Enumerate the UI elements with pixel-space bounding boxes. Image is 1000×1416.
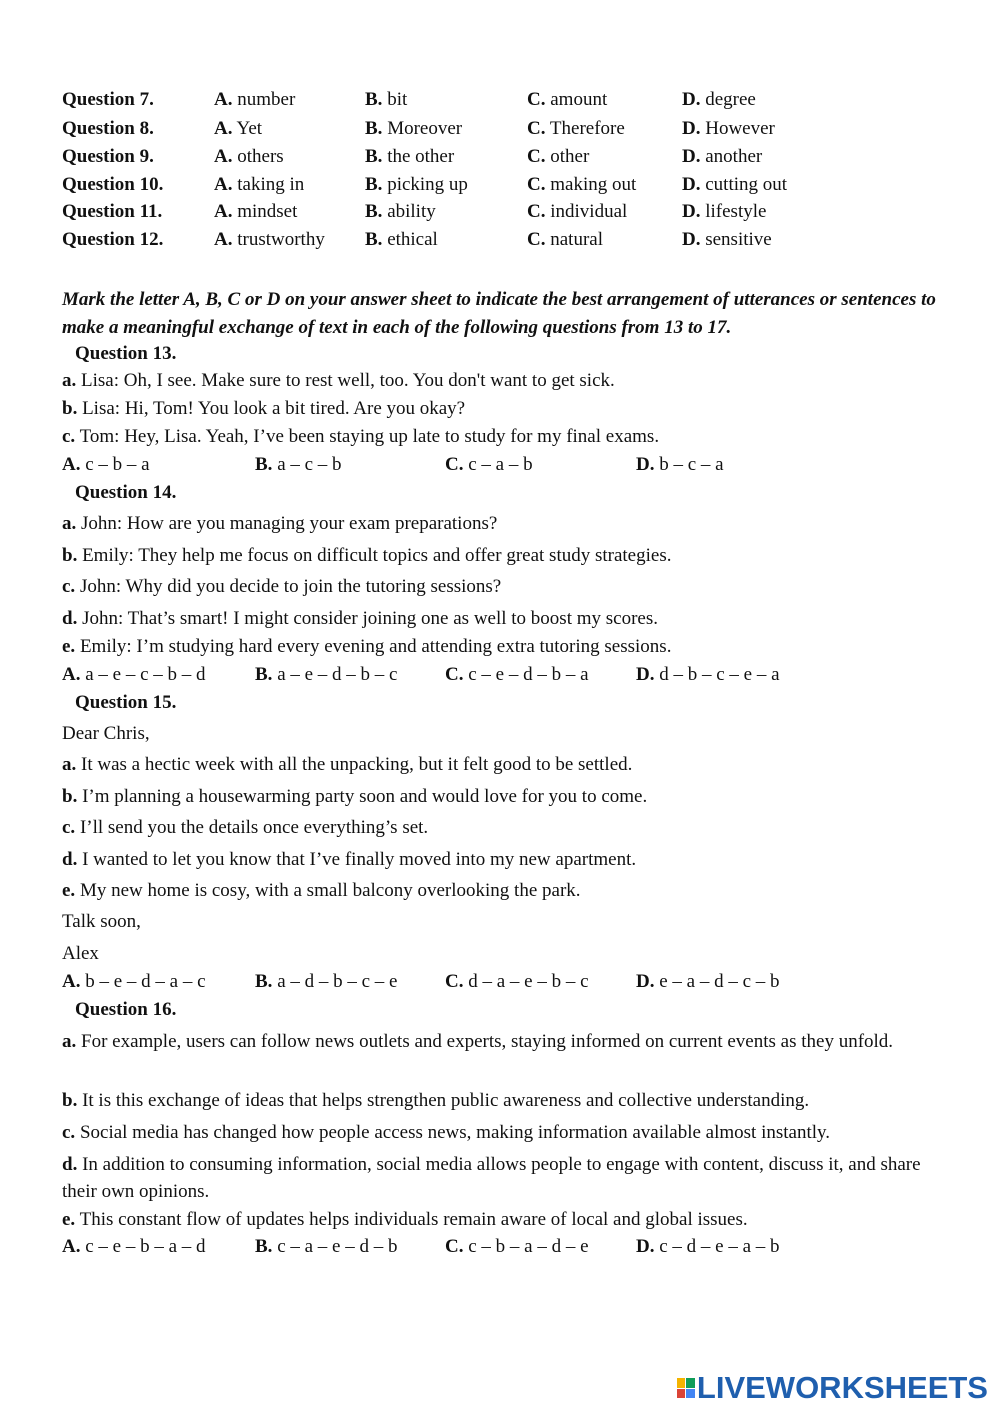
question-14-title: Question 14. — [75, 482, 177, 503]
answer-option-d: D. b – c – a — [636, 454, 724, 475]
option-a: A. mindset — [214, 201, 298, 222]
list-item: e. Emily: I’m studying hard every evening and attending extra tutoring sessions. — [62, 636, 672, 657]
question-label: Question 11. — [62, 201, 163, 222]
list-item: d. John: That’s smart! I might consider joining one as well to boost my scores. — [62, 608, 658, 629]
list-item: e. My new home is cosy, with a small balcony overlooking the park. — [62, 880, 581, 901]
question-label: Question 9. — [62, 146, 154, 167]
answer-option-b: B. a – d – b – c – e — [255, 971, 398, 992]
list-item: c. John: Why did you decide to join the tutoring sessions? — [62, 576, 502, 597]
option-a: A. number — [214, 89, 296, 110]
list-item: a. John: How are you managing your exam preparations? — [62, 513, 498, 534]
list-item: a. It was a hectic week with all the unpacking, but it felt good to be settled. — [62, 754, 633, 775]
answer-option-d: D. e – a – d – c – b — [636, 971, 780, 992]
option-c: C. amount — [527, 89, 608, 110]
question-15-title: Question 15. — [75, 692, 177, 713]
list-item: b. I’m planning a housewarming party soon and would love for you to come. — [62, 786, 648, 807]
list-item: b. It is this exchange of ideas that helps strengthen public awareness and collective understanding. — [62, 1090, 810, 1111]
option-b: B. ethical — [365, 229, 438, 250]
question-label: Question 8. — [62, 118, 154, 139]
answer-option-a: A. c – e – b – a – d — [62, 1236, 206, 1257]
option-a: A. taking in — [214, 174, 305, 195]
question-label: Question 10. — [62, 174, 164, 195]
liveworksheets-logo — [677, 1370, 988, 1406]
option-c: C. individual — [527, 201, 628, 222]
answer-option-b: B. a – c – b — [255, 454, 342, 475]
option-c: C. Therefore — [527, 118, 625, 139]
answer-option-a: A. b – e – d – a – c — [62, 971, 206, 992]
option-b: B. Moreover — [365, 118, 463, 139]
logo-text: LIVEWORKSHEETS — [696, 1370, 988, 1405]
option-d: D. another — [682, 146, 763, 167]
answer-option-c: C. c – e – d – b – a — [445, 664, 589, 685]
question-13-title: Question 13. — [75, 343, 177, 364]
letter-signature: Alex — [62, 943, 99, 964]
list-item: a. Lisa: Oh, I see. Make sure to rest well, too. You don't want to get sick. — [62, 370, 615, 391]
list-item: b. Lisa: Hi, Tom! You look a bit tired. Are you okay? — [62, 398, 466, 419]
logo-mark-icon — [677, 1378, 695, 1398]
answer-option-a: A. a – e – c – b – d — [62, 664, 206, 685]
list-item: e. This constant flow of updates helps individuals remain aware of local and global issues. — [62, 1209, 748, 1230]
option-c: C. other — [527, 146, 590, 167]
option-c: C. natural — [527, 229, 603, 250]
option-a: A. trustworthy — [214, 229, 325, 250]
instruction-text: Mark the letter A, B, C or D on your answer sheet to indicate the best arrangement of utterances or sentences to make a meaningful exchange of text in each of the following questions from 13 to 17. — [62, 289, 936, 338]
option-d: D. sensitive — [682, 229, 772, 250]
answer-option-c: C. d – a – e – b – c — [445, 971, 589, 992]
letter-greeting: Dear Chris, — [62, 723, 150, 744]
list-item: a. For example, users can follow news outlets and experts, staying informed on current events as they unfold. — [62, 1031, 894, 1052]
option-b: B. bit — [365, 89, 408, 110]
answer-option-c: C. c – b – a – d – e — [445, 1236, 589, 1257]
answer-option-c: C. c – a – b — [445, 454, 533, 475]
question-label: Question 7. — [62, 89, 154, 110]
option-d: D. However — [682, 118, 775, 139]
list-item: c. Social media has changed how people access news, making information available almost instantly. — [62, 1122, 831, 1143]
list-item: b. Emily: They help me focus on difficult topics and offer great study strategies. — [62, 545, 672, 566]
option-c: C. making out — [527, 174, 637, 195]
option-b: B. ability — [365, 201, 436, 222]
answer-option-d: D. c – d – e – a – b — [636, 1236, 780, 1257]
option-b: B. the other — [365, 146, 455, 167]
option-b: B. picking up — [365, 174, 468, 195]
question-16-title: Question 16. — [75, 999, 177, 1020]
letter-closing: Talk soon, — [62, 911, 141, 932]
list-item: d. In addition to consuming information, social media allows people to engage with content, discuss it, and share their own opinions. — [62, 1154, 921, 1202]
question-label: Question 12. — [62, 229, 164, 250]
option-a: A. others — [214, 146, 284, 167]
option-d: D. cutting out — [682, 174, 788, 195]
list-item: d. I wanted to let you know that I’ve finally moved into my new apartment. — [62, 849, 637, 870]
option-a: A. Yet — [214, 118, 263, 139]
answer-option-d: D. d – b – c – e – a — [636, 664, 780, 685]
answer-option-b: B. a – e – d – b – c — [255, 664, 398, 685]
list-item: c. Tom: Hey, Lisa. Yeah, I’ve been staying up late to study for my final exams. — [62, 426, 660, 447]
option-d: D. degree — [682, 89, 756, 110]
answer-option-a: A. c – b – a — [62, 454, 150, 475]
option-d: D. lifestyle — [682, 201, 767, 222]
list-item: c. I’ll send you the details once everything’s set. — [62, 817, 429, 838]
answer-option-b: B. c – a – e – d – b — [255, 1236, 398, 1257]
